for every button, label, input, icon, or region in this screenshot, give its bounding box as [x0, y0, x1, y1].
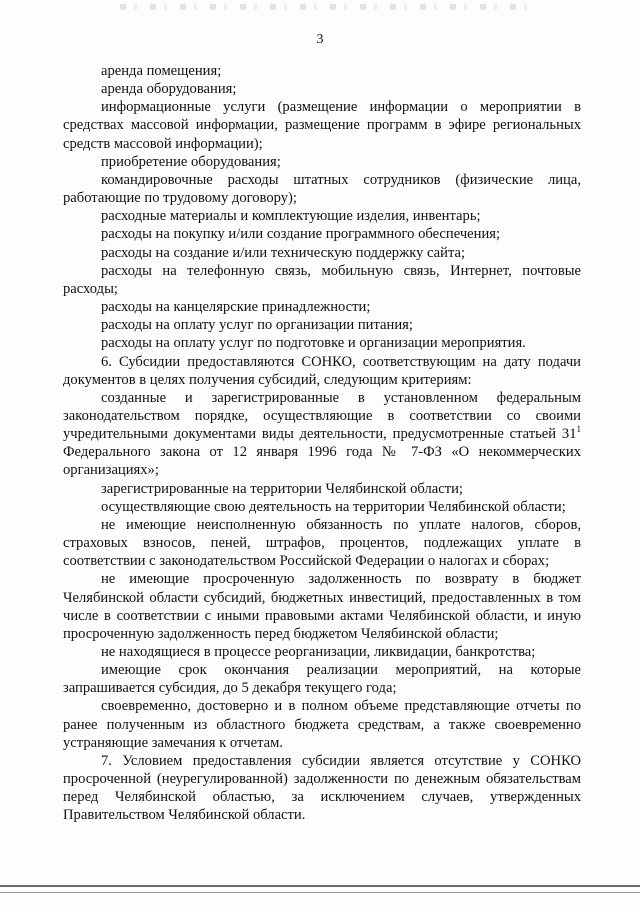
section-6-paragraph: 6. Субсидии предоставляются СОНКО, соответствующим на дату подачи документов в целях получения субсидий, следующим критериям:: [63, 353, 581, 388]
list-item-premises-rent: аренда помещения;: [101, 63, 222, 79]
list-item-equipment-rent: аренда оборудования;: [101, 81, 237, 98]
list-item-stationery: расходы на канцелярские принадлежности;: [101, 299, 371, 316]
list-item-travel-expenses: командировочные расходы штатных сотрудников (физические лица, работающие по трудовому договору);: [63, 171, 581, 207]
criterion-text-after: Федерального закона от 12 января 1996 года № 7-ФЗ «О некоммерческих организациях»;: [63, 444, 581, 479]
list-item-website: расходы на создание и/или техническую поддержку сайта;: [101, 244, 466, 261]
criterion-established-registered: [63, 389, 581, 480]
criterion-deadline: имеющие срок окончания реализации мероприятий, на которые запрашивается субсидия, до 5 декабря текущего года;: [63, 662, 581, 697]
criterion-no-overdue-budget-debt: не имеющие просроченную задолженность по возврату в бюджет Челябинской области субсидий, бюджетных инвестиций, предоставленных в том числе в соответствии с иными правовыми актами Челябинской области, и иную просроченную задолженность перед бюджетом Челябинской области;: [63, 571, 581, 642]
superscript-mark: 1: [576, 424, 581, 435]
criterion-operating-region: осуществляющие свою деятельность на территории Челябинской области;: [101, 498, 566, 515]
page-number: 3: [316, 32, 324, 47]
criterion-registered-region: зарегистрированные на территории Челябинской области;: [101, 480, 463, 497]
scan-artifact: [120, 4, 540, 10]
list-item-consumables: расходные материалы и комплектующие изделия, инвентарь;: [101, 208, 481, 225]
document-body: [63, 62, 581, 825]
list-item-catering: расходы на оплату услуг по организации питания;: [101, 317, 413, 334]
criterion-timely-reporting: своевременно, достоверно и в полном объеме представляющие отчеты по ранее полученным из областного бюджета средствам, а также своевременно устраняющие замечания к отчетам.: [63, 698, 581, 751]
page-bottom-border: [0, 885, 640, 887]
list-item-information-services: информационные услуги (размещение информации о мероприятии в средствах массовой информации, размещение программ в эфире региональных средств массовой информации);: [63, 99, 581, 152]
criterion-no-tax-debt: не имеющие неисполненную обязанность по уплате налогов, сборов, страховых взносов, пеней, штрафов, процентов, подлежащих уплате в соответствии с законодательством Российской Федерации о налогах и сборах;: [63, 516, 581, 570]
list-item-software: расходы на покупку и/или создание программного обеспечения;: [101, 226, 501, 243]
criterion-text-before: созданные и зарегистрированные в установленном федеральным законодательством порядке, осуществляющие в соответствии со своими учредительными документами виды деятельности, предусмотренные статьей 31: [63, 389, 581, 443]
list-item-equipment-purchase: приобретение оборудования;: [101, 153, 281, 170]
section-7-paragraph: 7. Условием предоставления субсидии является отсутствие у СОНКО просроченной (неурегулированной) задолженности по денежным обязательствам перед Челябинской областью, за исключением случаев, утвержденных Правительством Челябинской области.: [63, 752, 581, 824]
list-item-communications: расходы на телефонную связь, мобильную связь, Интернет, почтовые расходы;: [63, 262, 581, 297]
page-bottom-border-secondary: [0, 892, 640, 893]
criterion-no-reorganization: не находящиеся в процессе реорганизации, ликвидации, банкротства;: [101, 644, 536, 660]
list-item-event-organization: расходы на оплату услуг по подготовке и организации мероприятия.: [101, 335, 526, 352]
